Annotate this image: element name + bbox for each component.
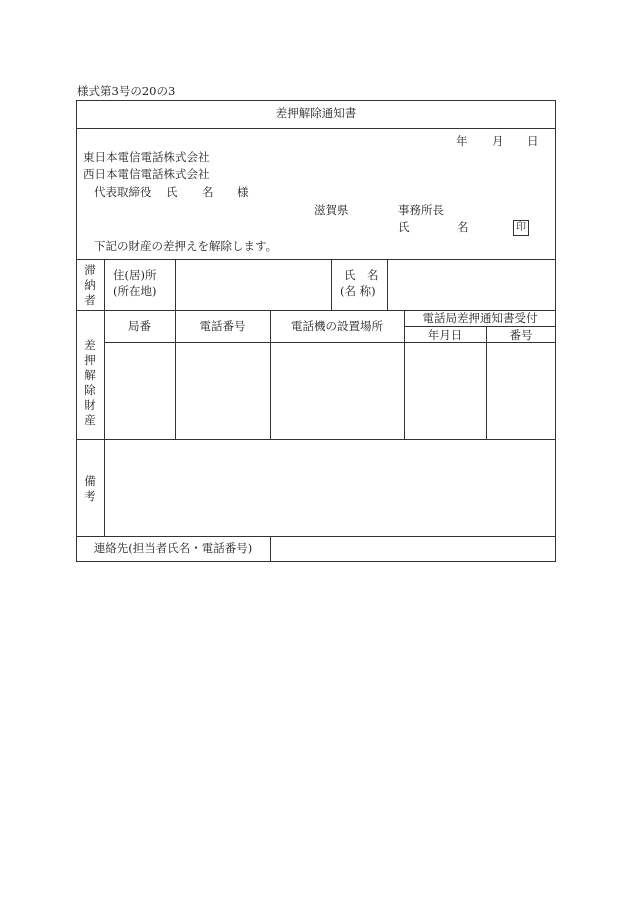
body-text: 下記の財産の差押えを解除します。 bbox=[94, 239, 278, 253]
receipt-subheader-divider bbox=[404, 326, 556, 327]
col-receipt-number: 番号 bbox=[509, 328, 533, 342]
issuer-shi: 氏 bbox=[398, 220, 410, 234]
label-column-divider bbox=[104, 259, 105, 536]
address-label-2: (所在地) bbox=[113, 284, 157, 298]
name-label-left-divider bbox=[331, 259, 332, 310]
seal-mark: 印 bbox=[513, 220, 529, 236]
recipient-sama: 様 bbox=[237, 185, 249, 199]
col-receipt-date: 年月日 bbox=[427, 328, 463, 342]
recipient-role: 代表取締役 bbox=[94, 185, 152, 199]
issuer-title: 事務所長 bbox=[398, 203, 444, 217]
name-label-2: (名 称) bbox=[340, 284, 376, 298]
recipient-east: 東日本電信電話株式会社 bbox=[83, 150, 210, 164]
contact-label: 連絡先(担当者氏名・電話番号) bbox=[93, 541, 253, 555]
address-label-1: 住(居)所 bbox=[113, 268, 157, 282]
property-header-divider bbox=[104, 342, 556, 343]
contact-divider bbox=[270, 536, 271, 562]
issuer-mei: 名 bbox=[457, 220, 469, 234]
recipient-shi: 氏 bbox=[166, 185, 178, 199]
taxpayer-label: 滞納者 bbox=[84, 263, 96, 307]
property-divider bbox=[76, 439, 556, 440]
receipt-divider bbox=[486, 326, 487, 439]
remarks-divider bbox=[76, 536, 556, 537]
recipient-mei: 名 bbox=[202, 185, 214, 199]
recipient-west: 西日本電信電話株式会社 bbox=[83, 167, 210, 181]
remarks-label: 備考 bbox=[84, 474, 96, 503]
date-day: 日 bbox=[527, 134, 539, 148]
date-year: 年 bbox=[456, 134, 468, 148]
col-notice-receipt: 電話局差押通知書受付 bbox=[422, 311, 538, 325]
address-label-divider bbox=[175, 259, 176, 310]
name-label-1: 氏 名 bbox=[344, 268, 379, 282]
name-label-right-divider bbox=[387, 259, 388, 310]
property-label: 差押解除財産 bbox=[84, 338, 96, 427]
issuer-org: 滋賀県 bbox=[314, 203, 349, 217]
header-divider bbox=[76, 259, 556, 260]
form-number: 様式第3号の20の3 bbox=[77, 84, 176, 98]
form-title: 差押解除通知書 bbox=[275, 106, 357, 120]
date-month: 月 bbox=[492, 134, 504, 148]
title-divider bbox=[76, 128, 556, 129]
col-office-number: 局番 bbox=[128, 319, 151, 333]
col-phone-number: 電話番号 bbox=[199, 319, 246, 333]
col-install-location: 電話機の設置場所 bbox=[291, 319, 383, 333]
